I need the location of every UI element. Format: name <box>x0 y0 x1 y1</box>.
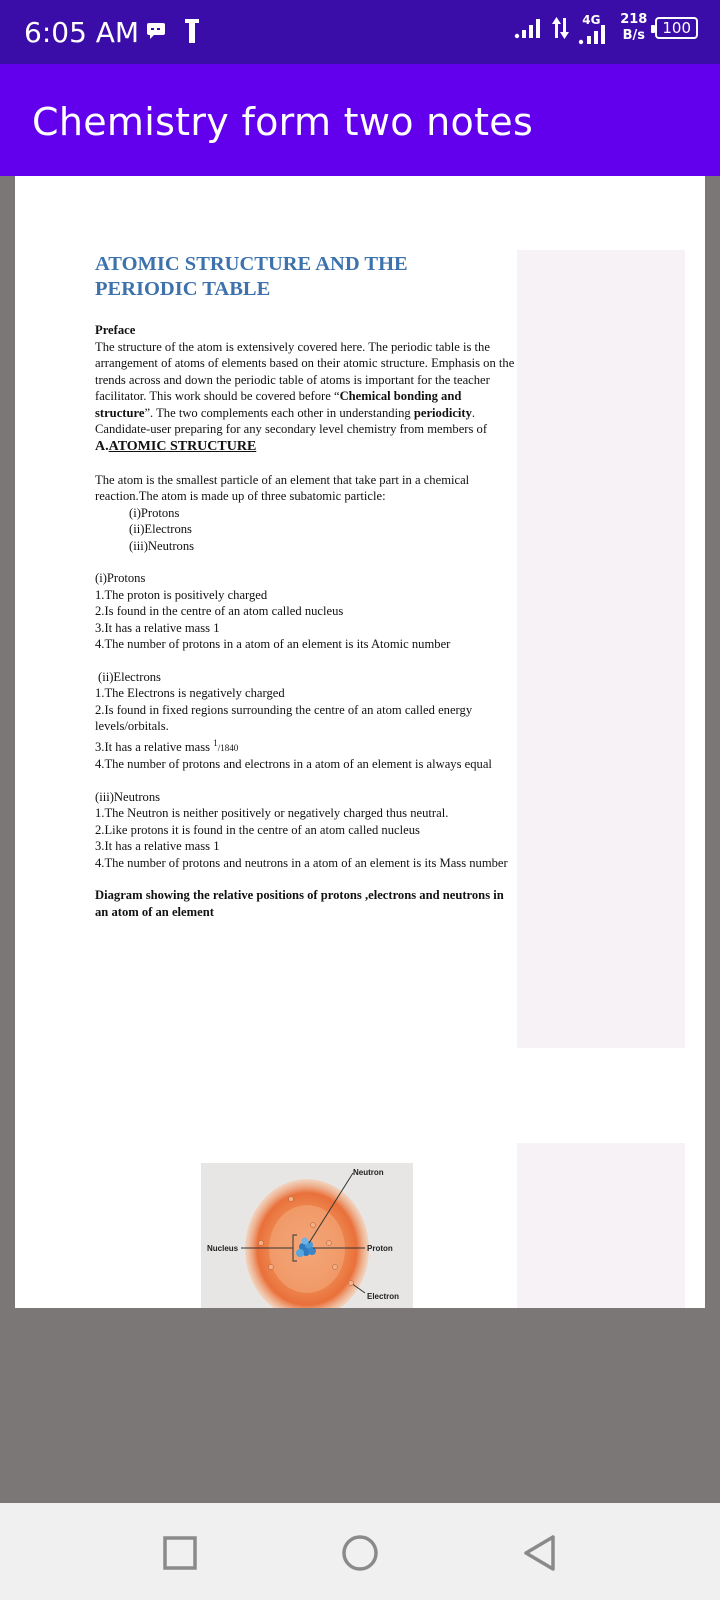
home-icon <box>344 1537 376 1569</box>
home-button[interactable] <box>340 1533 380 1573</box>
network-type-label: 4G <box>582 13 601 27</box>
list-item: 3.It has a relative mass 1 <box>95 839 220 854</box>
page-side-panel-top <box>517 250 685 1048</box>
neutron-label: Neutron <box>353 1168 384 1177</box>
pdf-viewer[interactable] <box>15 176 705 1308</box>
status-time: 6:05 AM <box>24 16 140 49</box>
status-right-icons <box>514 12 698 44</box>
preface-text: The structure of the atom is extensively covered here. The periodic table is the arrangement of atoms of elements based on their atomic structure. Emphasis on the trends across and down the periodic table of atoms is important for the teacher facilitator. This work should be covered before “Chemical bonding and structure”. The two complements each other in understanding periodicity. Candidate-user preparing for any secondary level chemistry from members of <box>95 339 515 436</box>
list-item: 4.The number of protons in a atom of an element is its Atomic number <box>95 637 451 651</box>
navigation-bar <box>0 1503 720 1600</box>
list-item: 2.Like protons it is found in the centre of an atom called nucleus <box>95 822 420 837</box>
list-item: (ii)Electrons <box>129 522 192 536</box>
list-item: 3.It has a relative mass 1 <box>95 620 220 635</box>
battery-indicator: 100 <box>655 17 698 39</box>
electrons-heading: (ii)Electrons <box>98 669 161 684</box>
list-item: 3.It has a relative mass $^1$/1840 <box>95 737 239 754</box>
preface-heading: Preface <box>95 323 136 337</box>
app-bar <box>0 64 720 176</box>
neutrons-heading: (iii)Neutrons <box>95 789 161 804</box>
section-heading: A.ATOMIC STRUCTURE <box>95 438 257 454</box>
intro-text: The atom is the smallest particle of an element that take part in a chemical reaction.The atom is made up of three subatomic particle: <box>95 472 470 503</box>
protons-heading: (i)Protons <box>95 571 146 585</box>
back-button[interactable] <box>520 1533 560 1573</box>
list-item: 4.The number of protons and electrons in a atom of an element is always equal <box>95 757 492 772</box>
atom-diagram-graphic <box>201 1163 413 1308</box>
atom-diagram <box>201 1163 413 1308</box>
signal-4g-icon <box>578 23 612 45</box>
list-item: 2.Is found in the centre of an atom called nucleus <box>95 604 344 618</box>
status-left-icons <box>146 18 200 44</box>
back-icon <box>526 1537 553 1569</box>
net-speed: 218 B/s <box>620 12 648 43</box>
usb-icon <box>184 18 200 44</box>
proton-label: Proton <box>367 1244 393 1253</box>
signal-4g-group <box>578 13 612 43</box>
app-title: Chemistry form two notes <box>32 100 534 144</box>
document-page <box>95 252 515 920</box>
particle-list <box>95 505 515 555</box>
electron-label: Electron <box>367 1292 400 1301</box>
message-icon <box>146 22 166 40</box>
list-item: (i)Protons <box>129 505 180 520</box>
list-item: 1.The Neutron is neither positively or negatively charged thus neutral. <box>95 806 449 821</box>
status-bar <box>0 0 720 64</box>
data-arrows-icon <box>552 16 570 40</box>
recents-button[interactable] <box>160 1533 200 1573</box>
page-side-panel-bottom <box>517 1143 685 1308</box>
list-item: (iii)Neutrons <box>129 538 195 553</box>
diagram-caption: Diagram showing the relative positions of protons ,electrons and neutrons in an atom of an element <box>95 888 504 919</box>
list-item: 1.The Electrons is negatively charged <box>95 686 285 700</box>
recents-icon <box>165 1538 195 1568</box>
document-title: ATOMIC STRUCTURE AND THE PERIODIC TABLE <box>95 253 408 300</box>
signal-icon <box>514 17 544 39</box>
list-item: 1.The proton is positively charged <box>95 587 268 602</box>
nucleus-label: Nucleus <box>207 1244 239 1253</box>
list-item: 2.Is found in fixed regions surrounding the centre of an atom called energy levels/orbitals. <box>95 702 473 733</box>
list-item: 4.The number of protons and neutrons in a atom of an element is its Mass number <box>95 855 508 870</box>
